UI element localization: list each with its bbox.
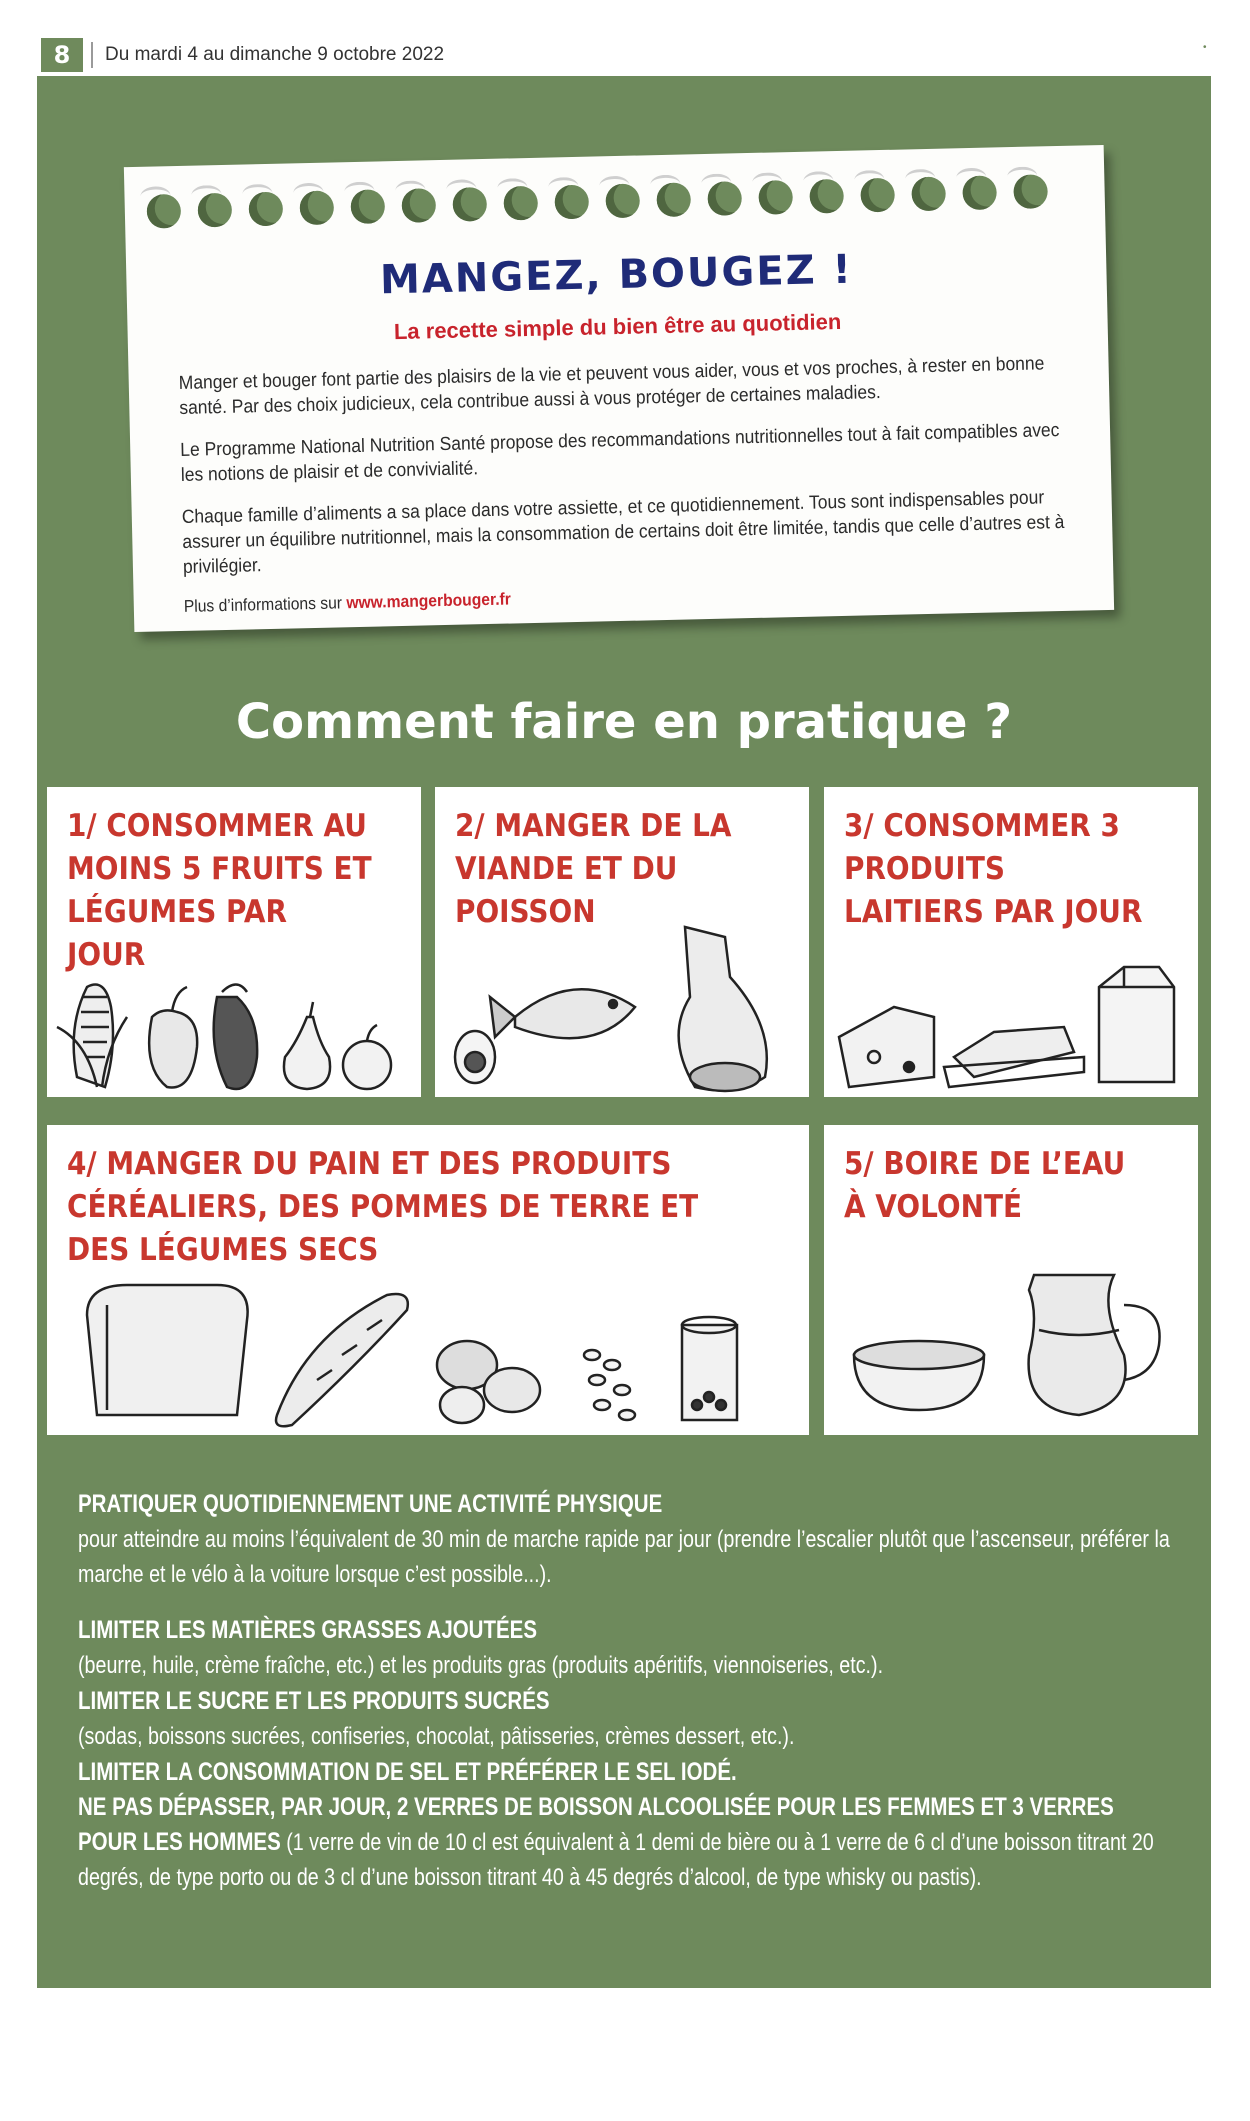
- fish-icon: [490, 989, 635, 1038]
- card-meat-fish: [435, 787, 809, 1097]
- more-info-prefix: Plus d’informations sur: [183, 593, 347, 616]
- pepper-icon: [149, 987, 197, 1088]
- card-title: 1/ CONSOMMER AU MOINS 5 FRUITS ET LÉGUMES PAR JOUR: [67, 808, 372, 973]
- header-dates: Du mardi 4 au dimanche 9 octobre 2022: [105, 44, 445, 65]
- potatoes-icon: [437, 1341, 540, 1423]
- page-number: 8: [41, 38, 83, 72]
- water-pitcher-icon: [1029, 1275, 1160, 1415]
- note-paragraph: Chaque famille d’aliments a sa place dans votre assiette, et ce quotidiennement. Tous sont indispensables pour assurer un équilibre nutritionnel, mais la consommation de certains doit être limitée, tandis que celle d’autres est à privilégier.: [181, 487, 1065, 578]
- tip-salt-heading: LIMITER LA CONSOMMATION DE SEL ET PRÉFÉRER LE SEL IODÉ.: [78, 1758, 737, 1786]
- spiral-hole-icon: [656, 182, 691, 217]
- card-bread-cereals: [47, 1125, 809, 1435]
- note-title: MANGEZ, BOUGEZ !: [379, 246, 854, 304]
- spiral-hole-icon: [146, 194, 181, 229]
- pear-icon: [284, 1002, 330, 1089]
- butter-icon: [944, 1027, 1084, 1087]
- spiral-hole-icon: [401, 188, 436, 223]
- note-subtitle: La recette simple du bien être au quotidien: [393, 308, 842, 345]
- meat-fish-illustration: [435, 907, 809, 1097]
- spiral-hole-icon: [707, 181, 742, 216]
- tip-activity-heading: PRATIQUER QUOTIDIENNEMENT UNE ACTIVITÉ PHYSIQUE: [78, 1490, 663, 1518]
- water-illustration: [824, 1235, 1198, 1435]
- spiral-hole-icon: [962, 175, 997, 210]
- spiral-holes: [146, 173, 1087, 234]
- spiral-hole-icon: [503, 186, 538, 221]
- spiral-hole-icon: [911, 177, 946, 212]
- beans-icon: [584, 1350, 635, 1420]
- spiral-hole-icon: [605, 183, 640, 218]
- tip-alcohol-heading: NE PAS DÉPASSER, PAR JOUR, 2 VERRES DE BOISSON ALCOOLISÉE POUR LES FEMMES ET 3 VERRES POUR LES HOMMES: [78, 1793, 1114, 1856]
- spiral-hole-icon: [248, 192, 283, 227]
- baguette-icon: [276, 1294, 408, 1426]
- more-info: [184, 576, 1086, 616]
- tip-sugar-heading: LIMITER LE SUCRE ET LES PRODUITS SUCRÉS: [78, 1687, 550, 1715]
- card-fruits-vegetables: [47, 787, 421, 1097]
- spiral-hole-icon: [1013, 174, 1048, 209]
- egg-icon: [455, 1031, 495, 1083]
- tip-fat-text: (beurre, huile, crème fraîche, etc.) et les produits gras (produits apéritifs, viennoiseries, etc.).: [78, 1652, 884, 1679]
- header-mark: •: [1203, 42, 1207, 53]
- apple-icon: [343, 1025, 391, 1089]
- spiral-hole-icon: [860, 178, 895, 213]
- main-heading: Comment faire en pratique ?: [235, 694, 1013, 750]
- corn-icon: [57, 985, 127, 1088]
- spiral-hole-icon: [299, 190, 334, 225]
- bread-loaf-icon: [87, 1285, 248, 1415]
- eggplant-icon: [214, 985, 258, 1090]
- canned-peas-icon: [682, 1317, 737, 1420]
- green-panel: [37, 76, 1211, 1988]
- ham-icon: [679, 927, 767, 1091]
- milk-carton-icon: [1099, 967, 1174, 1082]
- note-body: [178, 351, 1083, 617]
- tip-alcohol-text: (1 verre de vin de 10 cl est équivalent à 1 demi de bière ou à 1 verre de 6 cl d’une boisson titrant 20 degrés, de type porto ou de 3 cl d’une boisson titrant 40 à 45 degrés d’alcool, de type whisky ou pastis).: [78, 1829, 1154, 1891]
- note-paragraph: Le Programme National Nutrition Santé propose des recommandations nutritionnelles tout à fait compatibles avec les notions de plaisir et de convivialité.: [180, 420, 1060, 486]
- notebook-card: [124, 145, 1114, 632]
- spiral-hole-icon: [758, 180, 793, 215]
- cheese-icon: [839, 1007, 934, 1087]
- card-dairy: [824, 787, 1198, 1097]
- bowl-icon: [854, 1341, 984, 1410]
- fruits-vegetables-illustration: [47, 947, 421, 1097]
- spiral-hole-icon: [197, 193, 232, 228]
- spiral-hole-icon: [809, 179, 844, 214]
- card-water: [824, 1125, 1198, 1435]
- card-title: 3/ CONSOMMER 3 PRODUITS LAITIERS PAR JOUR: [844, 808, 1143, 930]
- tips-section: [78, 1486, 1178, 1895]
- tip-sugar-text: (sodas, boissons sucrées, confiseries, chocolat, pâtisseries, crèmes dessert, etc.).: [78, 1723, 795, 1750]
- spiral-hole-icon: [554, 185, 589, 220]
- spiral-hole-icon: [350, 189, 385, 224]
- tip-activity-text: pour atteindre au moins l’équivalent de 30 min de marche rapide par jour (prendre l’escalier plutôt que l’ascenseur, préférer la marche et le vélo à la voiture lorsque c’est possible...).: [78, 1526, 1170, 1588]
- header-divider: [91, 42, 93, 68]
- card-title: 4/ MANGER DU PAIN ET DES PRODUITS CÉRÉALIERS, DES POMMES DE TERRE ET DES LÉGUMES SECS: [67, 1146, 699, 1268]
- tip-fat-heading: LIMITER LES MATIÈRES GRASSES AJOUTÉES: [78, 1616, 538, 1644]
- tip-alcohol: [78, 1790, 1177, 1895]
- bread-cereals-illustration: [47, 1265, 809, 1435]
- spiral-hole-icon: [452, 187, 487, 222]
- card-title: 5/ BOIRE DE L’EAU À VOLONTÉ: [844, 1146, 1126, 1225]
- note-paragraph: Manger et bouger font partie des plaisirs de la vie et peuvent vous aider, vous et vos proches, à rester en bonne santé. Par des choix judicieux, cela contribue aussi à vous protéger de certaines maladies.: [178, 353, 1045, 419]
- dairy-illustration: [824, 947, 1198, 1097]
- mangerbouger-link[interactable]: www.mangerbouger.fr: [346, 589, 512, 613]
- page-header: [41, 38, 1221, 72]
- card-title: 2/ MANGER DE LA VIANDE ET DU POISSON: [455, 808, 732, 930]
